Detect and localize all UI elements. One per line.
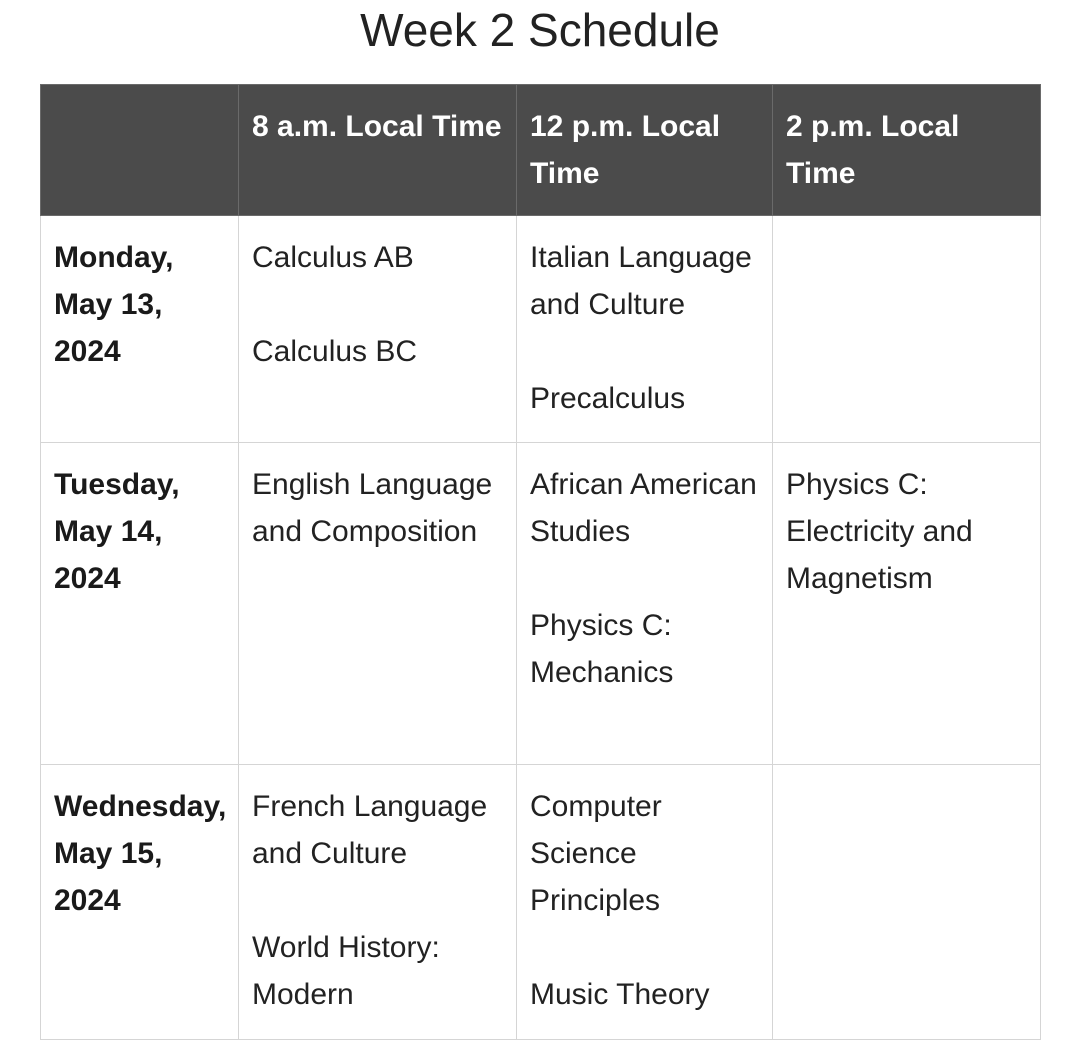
exam-name: Precalculus: [530, 382, 686, 415]
exam-name: Italian Language and Culture: [530, 241, 752, 321]
slot-8am-cell: [239, 443, 517, 765]
exam-name: World History: Modern: [252, 931, 440, 1011]
slot-8am-cell: [239, 216, 517, 443]
day-cell: Wednesday, May 15, 2024: [41, 765, 239, 1040]
exam-name: Calculus BC: [252, 335, 418, 368]
slot-12pm-cell: [517, 443, 773, 765]
table-row: [41, 443, 1041, 765]
exam-name: Physics C: Mechanics: [530, 609, 674, 689]
page-title: Week 2 Schedule: [360, 4, 720, 56]
slot-2pm-cell: [773, 443, 1041, 765]
exam-name: Physics C: Electricity and Magnetism: [786, 468, 973, 595]
slot-12pm-cell: [517, 765, 773, 1040]
exam-name: Calculus AB: [252, 241, 414, 274]
exam-name: Computer Science Principles: [530, 790, 662, 917]
slot-2pm-cell: [773, 216, 1041, 443]
exam-name: African American Studies: [530, 468, 757, 548]
schedule-table: [40, 84, 1041, 1040]
exam-name: French Language and Culture: [252, 790, 488, 870]
header-day-column: [41, 85, 239, 216]
header-8am: 8 a.m. Local Time: [239, 85, 517, 216]
day-cell: Tuesday, May 14, 2024: [41, 443, 239, 765]
slot-8am-cell: [239, 765, 517, 1040]
exam-name: English Language and Composition: [252, 468, 493, 548]
table-row: [41, 765, 1041, 1040]
day-cell: Monday, May 13, 2024: [41, 216, 239, 443]
table-header-row: [41, 85, 1041, 216]
table-row: [41, 216, 1041, 443]
exam-name: Music Theory: [530, 978, 710, 1011]
header-12pm: 12 p.m. Local Time: [517, 85, 773, 216]
slot-2pm-cell: [773, 765, 1041, 1040]
header-2pm: 2 p.m. Local Time: [773, 85, 1041, 216]
slot-12pm-cell: [517, 216, 773, 443]
